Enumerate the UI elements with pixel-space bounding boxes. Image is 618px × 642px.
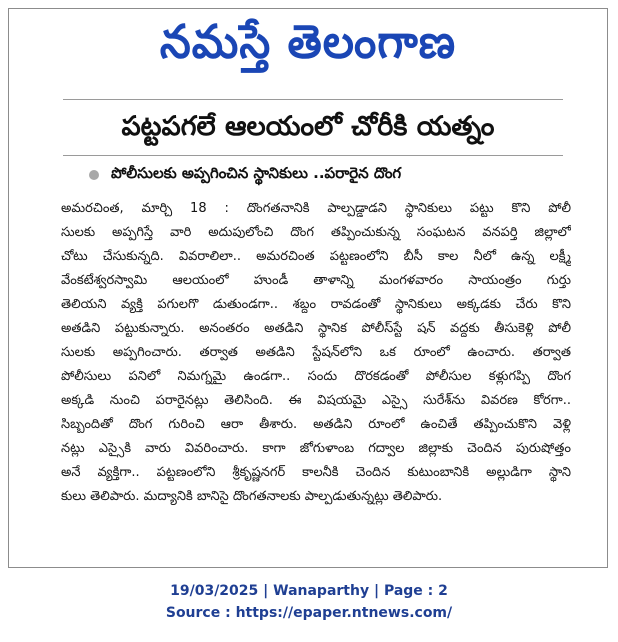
body-line: అమరచింత, మార్చి 18 : దొంగతనానికి పాల్పడ్డాడని స్థానికులు పట్టు కొని పోలీ — [61, 201, 571, 216]
body-line: సులకు అప్పగించారు. తర్వాత అతడిని స్టేషన్‌లోని ఒక రూంలో ఉంచారు. తర్వాత — [61, 345, 571, 360]
body-line: పోలీసులు పనిలో నిమగ్నమై ఉండగా.. సందు దొరకడంతో పోలీసుల కళ్లుగప్పి దొంగ — [61, 369, 571, 384]
divider — [63, 99, 563, 100]
newspaper-logo: నమస్తే తెలంగాణ — [159, 15, 457, 70]
footer-source-line: Source : https://epaper.ntnews.com/ — [165, 605, 453, 621]
clipping-frame — [8, 8, 608, 568]
body-line: వేంకటేశ్వరస్వామి ఆలయంలో హుండీ తాళాన్ని మంగళవారం సాయంత్రం గుర్తు — [61, 273, 571, 288]
article-body — [61, 197, 571, 509]
subheadline-row — [89, 161, 401, 189]
body-line: సిబ్బందితో దొంగ గురించి ఆరా తీశారు. అతడిని రూంలో ఉంచితే తప్పించుకొని వెళ్లి — [61, 417, 571, 432]
footer-date-line: 19/03/2025 | Wanaparthy | Page : 2 — [170, 583, 448, 599]
body-line: నట్లు ఎస్సైకి వారు వివరించారు. కాగా జోగుళాంబ గద్వాల జిల్లాకు చెందిన పురుషోత్తం — [61, 441, 571, 456]
body-line: తెలియని వ్యక్తి పగులగొ డుతుండగా.. శబ్దం రావడంతో స్థానికులు అక్కడకు చేరు కొని — [61, 297, 571, 312]
footer — [0, 580, 618, 624]
body-line: అతడిని పట్టుకున్నారు. అనంతరం అతడిని స్థానిక పోలీస్‌స్టే షన్ వద్దకు తీసుకెళ్లి పోలీ — [61, 321, 571, 336]
body-line: కులు తెలిపారు. మద్యానికి బానిసై దొంగతనాలకు పాల్పడుతున్నట్లు తెలిపారు. — [61, 489, 443, 504]
divider — [63, 155, 563, 156]
body-line: సులకు అప్పగిస్తే వారి అదుపులోంచి దొంగ తప్పించుకున్న సంఘటన వనపర్తి జిల్లాలో — [61, 225, 571, 240]
body-line: చోటు చేసుకున్నది. వివరాలిలా.. అమరచింత పట్టణంలోని బీసీ కాల నీలో ఉన్న లక్ష్మీ — [61, 249, 571, 264]
bullet-icon — [89, 170, 99, 180]
body-line: అక్కడి నుంచి పరారైనట్లు తెలిసింది. ఈ విషయమై ఎస్సై సురేశ్‌ను వివరణ కోరగా.. — [61, 393, 571, 408]
body-line: అనే వ్యక్తిగా.. పట్టణంలోని శ్రీకృష్ణనగర్ కాలనీకి చెందిన కుటుంబానికి అల్లుడిగా స్థాని — [61, 465, 571, 480]
masthead — [9, 9, 607, 79]
article-headline: పట్టపగలే ఆలయంలో చోరీకి యత్నం — [121, 111, 495, 142]
article-subheadline: పోలీసులకు అప్పగించిన స్థానికులు ..పరారైన దొంగ — [111, 164, 402, 182]
